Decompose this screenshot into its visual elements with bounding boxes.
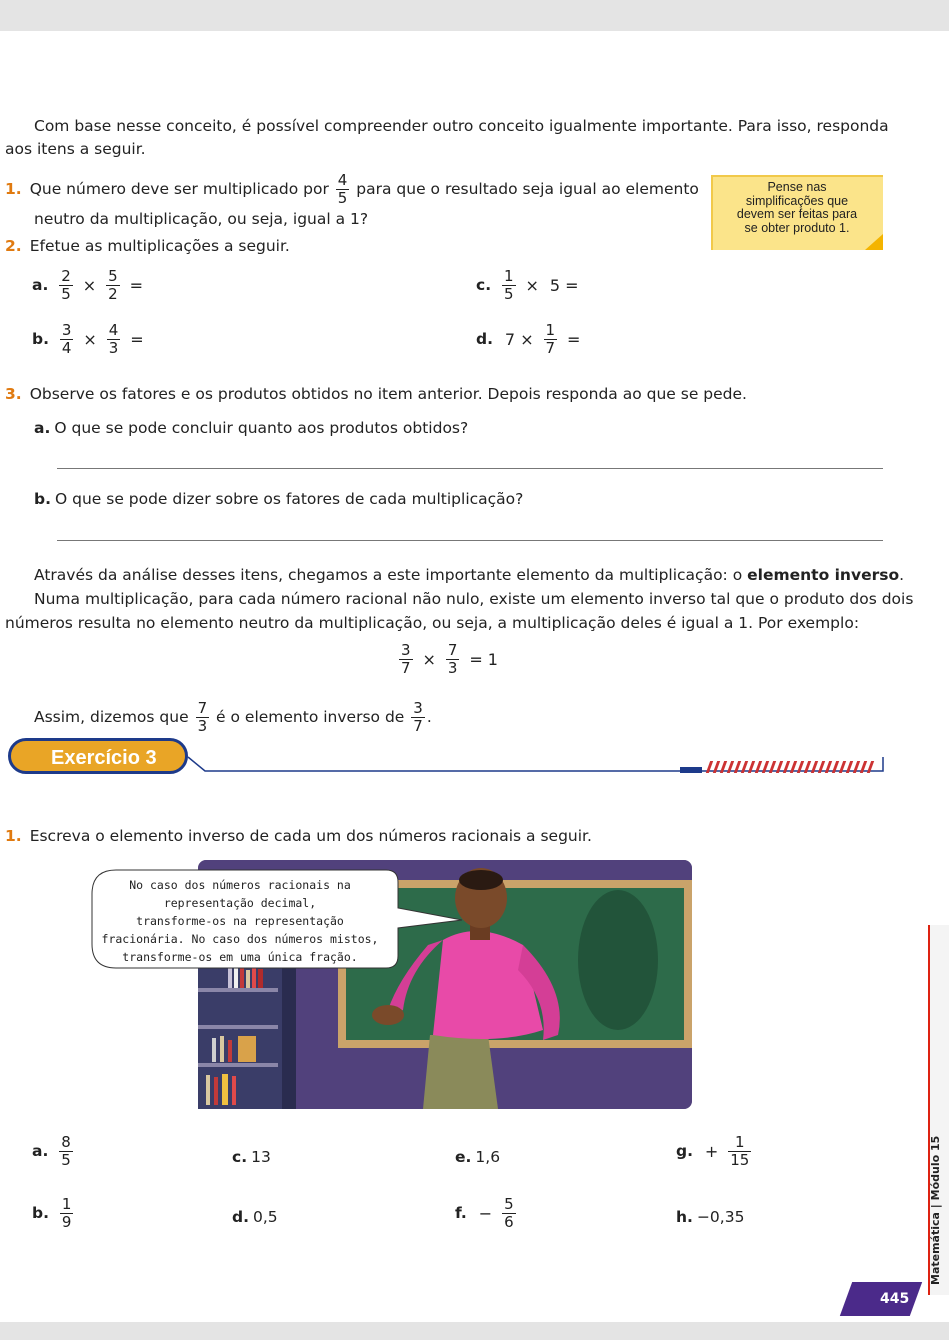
times-sign: ×: [525, 276, 539, 295]
question-number: 1.: [5, 180, 22, 198]
question-3: [5, 384, 747, 404]
numerator: 5: [108, 267, 118, 285]
answer-line[interactable]: [57, 468, 883, 469]
note-line: simplificações que: [745, 193, 849, 208]
exercise-item-f: [455, 1196, 518, 1231]
exercise-item-h: [676, 1207, 744, 1227]
numerator: 4: [108, 321, 119, 339]
exercise-item-c: [232, 1147, 271, 1167]
question-number: 2.: [5, 237, 22, 255]
denominator: 5: [504, 285, 514, 303]
denominator: 7: [401, 659, 411, 677]
item-label: f.: [455, 1204, 467, 1222]
fraction: [59, 268, 73, 303]
fraction: [107, 322, 121, 357]
denominator: 15: [730, 1151, 750, 1169]
para-line-3: números resulta no elemento neutro da multiplicação, ou seja, a multiplicação deles é igual a 1. Por exemplo:: [5, 614, 860, 632]
q2-item-a: [32, 268, 146, 303]
denominator: 3: [108, 339, 119, 357]
item-label: d.: [476, 330, 493, 348]
hint-note: [711, 175, 883, 250]
item-label: a.: [32, 276, 49, 294]
q2-item-c: [476, 268, 582, 303]
q2-text: Efetue as multiplicações a seguir.: [29, 237, 290, 255]
note-line: se obter produto 1.: [744, 220, 850, 235]
module-side-label: Matemática | Módulo 15: [929, 1135, 942, 1285]
equals-sign: =: [130, 330, 144, 349]
item-label: b.: [32, 330, 49, 348]
item-label: c.: [232, 1148, 248, 1166]
note-fold: [865, 234, 883, 250]
denominator: 5: [61, 1151, 71, 1169]
sentence-text: é o elemento inverso de: [216, 708, 405, 726]
intro-line-2: aos itens a seguir.: [5, 140, 146, 158]
numerator: 3: [61, 321, 72, 339]
q2-item-d: [476, 322, 583, 357]
sign: +: [704, 1142, 719, 1161]
fraction: [544, 322, 558, 357]
example-equation: [397, 642, 501, 677]
exercise-title: Exercício 3: [51, 747, 157, 769]
q1-text-after: para que o resultado seja igual ao elemento: [356, 180, 699, 198]
q3-text: Observe os fatores e os produtos obtidos no item anterior. Depois responda ao que se pede.: [29, 385, 747, 403]
item-label: h.: [676, 1208, 693, 1226]
question-2: [5, 236, 290, 256]
question-number: 1.: [5, 827, 22, 845]
item-label: b.: [34, 490, 51, 508]
sign: −: [478, 1204, 493, 1223]
denominator: 5: [337, 189, 348, 207]
denominator: 7: [413, 717, 423, 735]
item-label: a.: [34, 419, 51, 437]
page-number: 445: [880, 1291, 910, 1307]
denominator: 3: [447, 659, 458, 677]
numerator: 1: [545, 321, 556, 339]
numerator: 3: [401, 641, 411, 659]
exercise-item-g: [676, 1134, 753, 1169]
fraction: [60, 1196, 74, 1231]
para-text: Através da análise desses itens, chegamos a este importante elemento da multiplicação: o: [34, 566, 748, 584]
numerator: 5: [504, 1195, 514, 1213]
fraction: [60, 322, 74, 357]
fraction: [502, 1196, 516, 1231]
assim-sentence: [34, 700, 432, 735]
equals-sign: =: [129, 276, 144, 295]
exercise-item-a: [32, 1134, 75, 1169]
numerator: 7: [447, 641, 458, 659]
note-line: Pense nas: [767, 180, 827, 194]
fraction: [411, 700, 425, 735]
numerator: 8: [61, 1133, 71, 1151]
equals-sign: =: [567, 330, 581, 349]
exercise-item-e: [455, 1147, 500, 1167]
denominator: 2: [108, 285, 118, 303]
fraction: [336, 172, 350, 207]
item-text: O que se pode concluir quanto aos produtos obtidos?: [54, 419, 469, 437]
times-sign: ×: [82, 276, 97, 295]
q1-line-2: neutro da multiplicação, ou seja, igual a 1?: [34, 210, 369, 228]
exercise-title-pill: [8, 738, 188, 774]
para-line-1: [34, 565, 904, 585]
exercise-header-ticks: [706, 761, 878, 773]
speech-text: [86, 876, 394, 966]
denominator: 7: [545, 339, 556, 357]
expression-start: 7 ×: [504, 330, 534, 349]
denominator: 9: [61, 1213, 72, 1231]
equation-result: = 1: [469, 650, 498, 669]
expression-rest: 5 =: [549, 276, 579, 295]
speech-line: fracionária. No caso dos números mistos,: [101, 932, 379, 946]
numerator: 1: [61, 1195, 72, 1213]
numerator: 2: [61, 267, 71, 285]
q3-item-b: [34, 489, 523, 509]
item-label: a.: [32, 1142, 49, 1160]
fraction: [728, 1134, 751, 1169]
item-label: d.: [232, 1208, 249, 1226]
note-line: devem ser feitas para: [736, 207, 858, 221]
item-label: b.: [32, 1204, 49, 1222]
question-number: 3.: [5, 385, 22, 403]
times-sign: ×: [83, 330, 97, 349]
item-label: e.: [455, 1148, 472, 1166]
numerator: 1: [504, 267, 514, 285]
para-line-2: Numa multiplicação, para cada número racional não nulo, existe um elemento inverso tal que o produto dos dois: [34, 590, 914, 608]
denominator: 5: [61, 285, 71, 303]
q2-item-b: [32, 322, 147, 357]
question-1: [5, 172, 699, 207]
answer-line[interactable]: [57, 540, 883, 541]
exercise-question-1: [5, 826, 592, 846]
para-text: .: [899, 566, 905, 584]
numerator: 7: [197, 699, 208, 717]
speech-line: transforme-os na representação: [136, 914, 344, 928]
item-label: g.: [676, 1142, 693, 1160]
sentence-text: .: [426, 708, 432, 726]
q1-text-before: Que número deve ser multiplicado por: [29, 180, 329, 198]
fraction: [59, 1134, 73, 1169]
denominator: 6: [504, 1213, 514, 1231]
fraction: [446, 642, 460, 677]
q3-item-a: [34, 418, 468, 438]
fraction: [502, 268, 516, 303]
numerator: 1: [735, 1133, 745, 1151]
item-value: 0,5: [252, 1208, 278, 1226]
item-value: 1,6: [475, 1148, 501, 1166]
question-text: Escreva o elemento inverso de cada um dos números racionais a seguir.: [29, 827, 592, 845]
numerator: 4: [337, 171, 348, 189]
intro-line-1: Com base nesse conceito, é possível compreender outro conceito igualmente importante. Para isso, responda: [34, 117, 889, 135]
bottom-margin-band: [0, 1322, 949, 1340]
speech-line: No caso dos números racionais na: [129, 878, 351, 892]
fraction: [106, 268, 120, 303]
fraction: [399, 642, 413, 677]
times-sign: ×: [422, 650, 436, 669]
numerator: 3: [413, 699, 423, 717]
bold-term: elemento inverso: [747, 566, 900, 584]
speech-line: transforme-os em uma única fração.: [122, 950, 358, 964]
item-value: 13: [251, 1148, 271, 1166]
item-value: −0,35: [696, 1208, 745, 1226]
speech-line: representação decimal,: [163, 896, 317, 910]
denominator: 3: [197, 717, 208, 735]
fraction: [196, 700, 210, 735]
item-label: c.: [476, 276, 492, 294]
exercise-item-b: [32, 1196, 75, 1231]
item-text: O que se pode dizer sobre os fatores de cada multiplicação?: [54, 490, 524, 508]
denominator: 4: [61, 339, 72, 357]
exercise-item-d: [232, 1207, 278, 1227]
sentence-text: Assim, dizemos que: [34, 708, 189, 726]
top-margin-band: [0, 0, 949, 31]
